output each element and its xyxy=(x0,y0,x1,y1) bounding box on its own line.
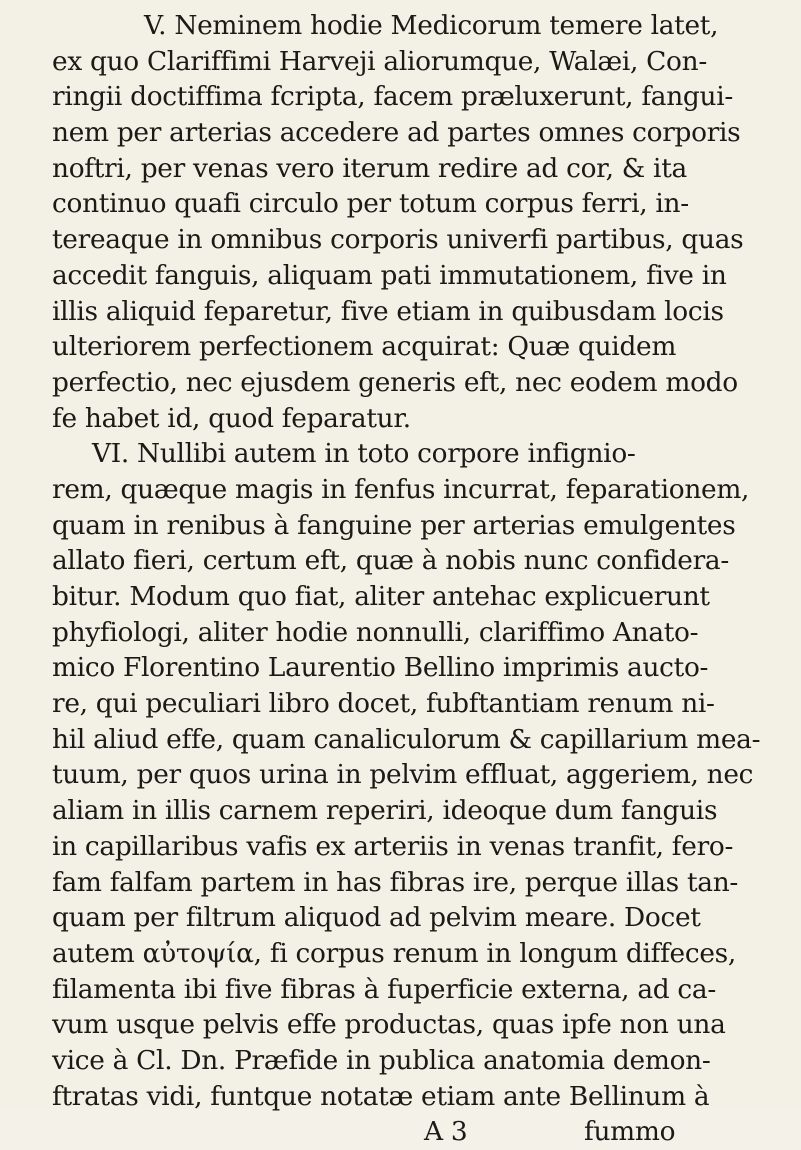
text-line: quam in renibus à fanguine per arterias emulgentes xyxy=(52,509,736,541)
text-line: ftratas vidi, funtque notatæ etiam ante Bellinum à xyxy=(52,1080,710,1112)
text-line: mico Florentino Laurentio Bellino imprimis aucto- xyxy=(52,652,709,684)
text-line: tereaque in omnibus corporis univerfi partibus, quas xyxy=(52,224,744,256)
text-line: allato fieri, certum eft, quæ à nobis nunc confidera- xyxy=(52,545,729,577)
text-line: hil aliud effe, quam canaliculorum & capillarium mea- xyxy=(52,723,761,755)
text-line: ex quo Clariffimi Harveji aliorumque, Walæi, Con- xyxy=(52,45,707,77)
text-line: tuum, per quos urina in pelvim effluat, aggeriem, nec xyxy=(52,759,754,791)
text-line: phyfiologi, aliter hodie nonnulli, clariffimo Anato- xyxy=(52,616,699,648)
text-line: accedit fanguis, aliquam pati immutationem, five in xyxy=(52,259,727,291)
text-line: autem αὐτοψία, fi corpus renum in longum diffeces, xyxy=(52,937,736,969)
text-line: vum usque pelvis effe productas, quas ipfe non una xyxy=(52,1009,726,1041)
text-line: V. Neminem hodie Medicorum temere latet, xyxy=(144,10,719,41)
text-line: ringii doctiffima fcripta, facem præluxerunt, fangui- xyxy=(52,81,733,113)
text-line: filamenta ibi five fibras à fuperficie externa, ad ca- xyxy=(52,973,716,1005)
text-line: vice à Cl. Dn. Præfide in publica anatomia demon- xyxy=(52,1044,711,1076)
signature-mark: A 3 xyxy=(424,1116,468,1148)
text-line: re, qui peculiari libro docet, fubftantiam renum ni- xyxy=(52,688,715,720)
text-line: noftri, per venas vero iterum redire ad cor, & ita xyxy=(52,152,687,184)
text-line: fam falfam partem in has fibras ire, perque illas tan- xyxy=(52,866,739,898)
text-line: rem, quæque magis in fenfus incurrat, feparationem, xyxy=(52,473,750,505)
text-line: VI. Nullibi autem in toto corpore infignio- xyxy=(92,438,636,470)
body-text xyxy=(52,8,787,1150)
text-line: nem per arterias accedere ad partes omnes corporis xyxy=(52,117,741,149)
text-line: continuo quafi circulo per totum corpus ferri, in- xyxy=(52,188,689,220)
text-line: illis aliquid feparetur, five etiam in quibusdam locis xyxy=(52,295,724,327)
text-line: fe habet id, quod feparatur. xyxy=(52,402,411,434)
catchword: fummo xyxy=(584,1116,676,1148)
text-line: perfectio, nec ejusdem generis eft, nec eodem modo xyxy=(52,366,738,398)
text-line: bitur. Modum quo fiat, aliter antehac explicuerunt xyxy=(52,581,710,612)
page-footer xyxy=(52,1114,787,1150)
text-line: ulteriorem perfectionem acquirat: Quæ quidem xyxy=(52,331,677,363)
text-line: aliam in illis carnem reperiri, ideoque dum fanguis xyxy=(52,795,718,827)
text-line: quam per filtrum aliquod ad pelvim meare. Docet xyxy=(52,902,701,934)
text-line: in capillaribus vafis ex arteriis in venas tranfit, fero- xyxy=(52,830,734,862)
